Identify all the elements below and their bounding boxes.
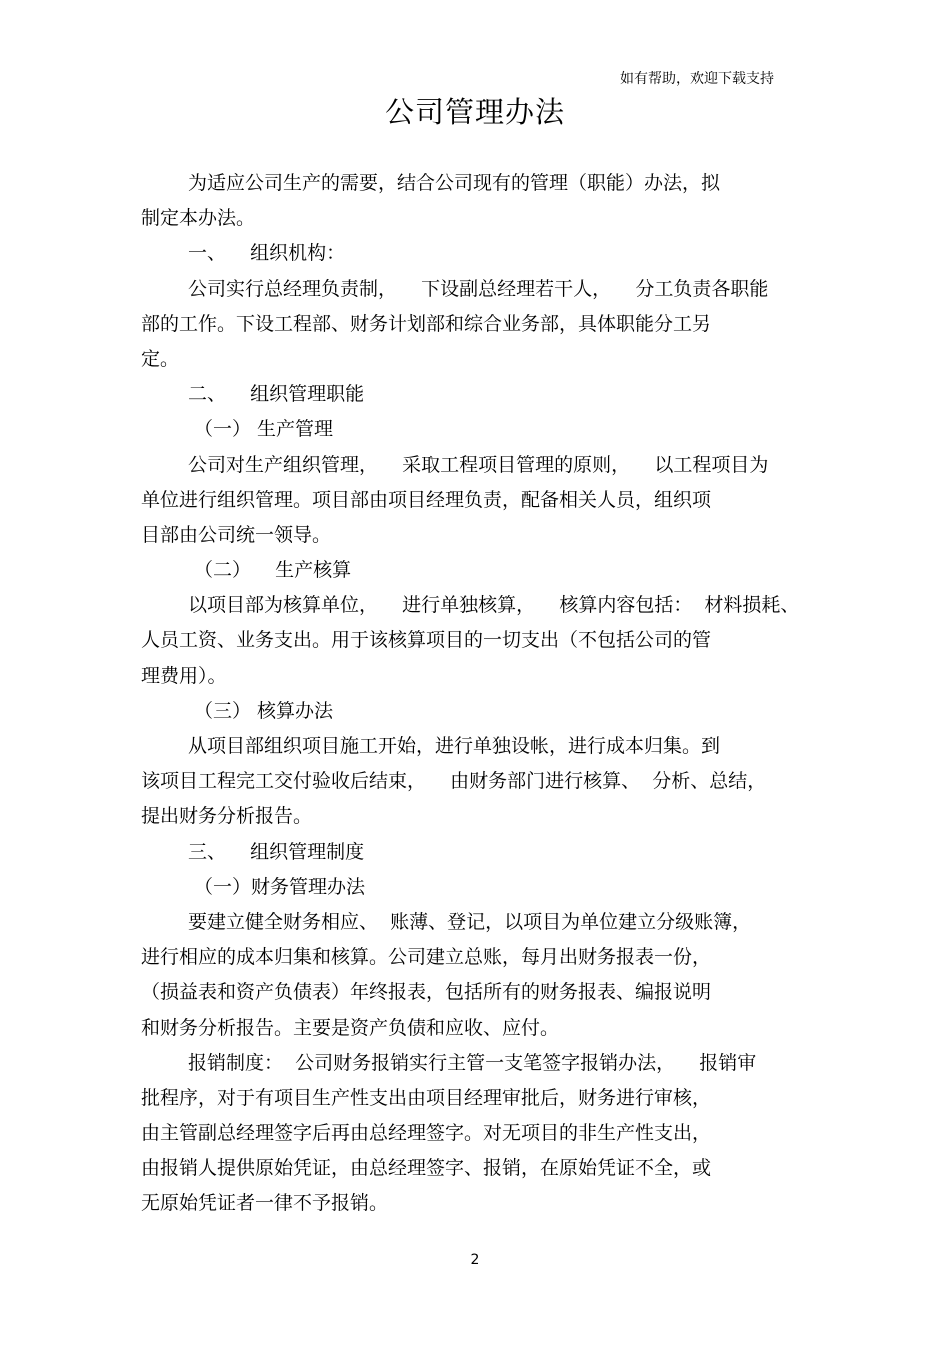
text-line: （一）财务管理办法 xyxy=(194,875,366,898)
text-line: 提出财务分析报告。 xyxy=(141,805,313,828)
text-line: 定。 xyxy=(141,347,180,370)
text-line: 和财务分析报告。主要是资产负债和应收、应付。 xyxy=(141,1016,560,1039)
text-line: 从项目部组织项目施工开始，进行单独设帐，进行成本归集。到 xyxy=(188,735,721,757)
text-line: 进行相应的成本归集和核算。公司建立总账，每月出财务报表一份， xyxy=(141,946,712,969)
header-note: 如有帮助，欢迎下载支持 xyxy=(620,71,774,87)
text-line: 要建立健全财务相应、 账薄、登记，以项目为单位建立分级账簿， xyxy=(188,910,752,933)
text-line: 理费用）。 xyxy=(141,664,227,687)
text-line: 人员工资、业务支出。用于该核算项目的一切支出（不包括公司的管 xyxy=(141,629,712,652)
text-line: 三、 组织管理制度 xyxy=(188,840,365,863)
page-number: 2 xyxy=(470,1252,480,1268)
document-body xyxy=(141,166,811,1222)
text-line: （损益表和资产负债表）年终报表，包括所有的财务报表、编报说明 xyxy=(141,981,712,1004)
text-line: （二） 生产核算 xyxy=(194,559,352,582)
text-line: 目部由公司统一领导。 xyxy=(141,523,332,546)
text-line: 二、 组织管理职能 xyxy=(188,383,365,406)
text-line: 部的工作。下设工程部、财务计划部和综合业务部，具体职能分工另 xyxy=(141,312,712,335)
text-line: 公司对生产组织管理， 采取工程项目管理的原则， 以工程项目为 xyxy=(188,453,769,476)
text-line: 无原始凭证者一律不予报销。 xyxy=(141,1192,389,1215)
text-line: 制定本办法。 xyxy=(141,207,256,230)
text-line: 为适应公司生产的需要，结合公司现有的管理（职能）办法，拟 xyxy=(188,172,721,194)
text-line: 公司实行总经理负责制， 下设副总经理若干人， 分工负责各职能 xyxy=(188,277,769,300)
text-line: 报销制度： 公司财务报销实行主管一支笔签字报销办法， 报销审 xyxy=(188,1051,757,1074)
text-line: 批程序，对于有项目生产性支出由项目经理审批后，财务进行审核， xyxy=(141,1086,712,1109)
document-title: 公司管理办法 xyxy=(384,95,565,129)
text-line: （一） 生产管理 xyxy=(194,418,334,441)
text-line: 由主管副总经理签字后再由总经理签字。对无项目的非生产性支出， xyxy=(141,1122,712,1145)
text-line: 单位进行组织管理。项目部由项目经理负责，配备相关人员，组织项 xyxy=(141,488,712,511)
text-line: 以项目部为核算单位， 进行单独核算， 核算内容包括： 材料损耗、 xyxy=(188,594,800,617)
text-line: （三） 核算办法 xyxy=(194,699,334,722)
text-line: 由报销人提供原始凭证，由总经理签字、报销，在原始凭证不全，或 xyxy=(141,1157,712,1180)
text-line: 一、 组织机构： xyxy=(188,242,346,265)
text-line: 该项目工程完工交付验收后结束， 由财务部门进行核算、 分析、总结， xyxy=(141,770,767,793)
